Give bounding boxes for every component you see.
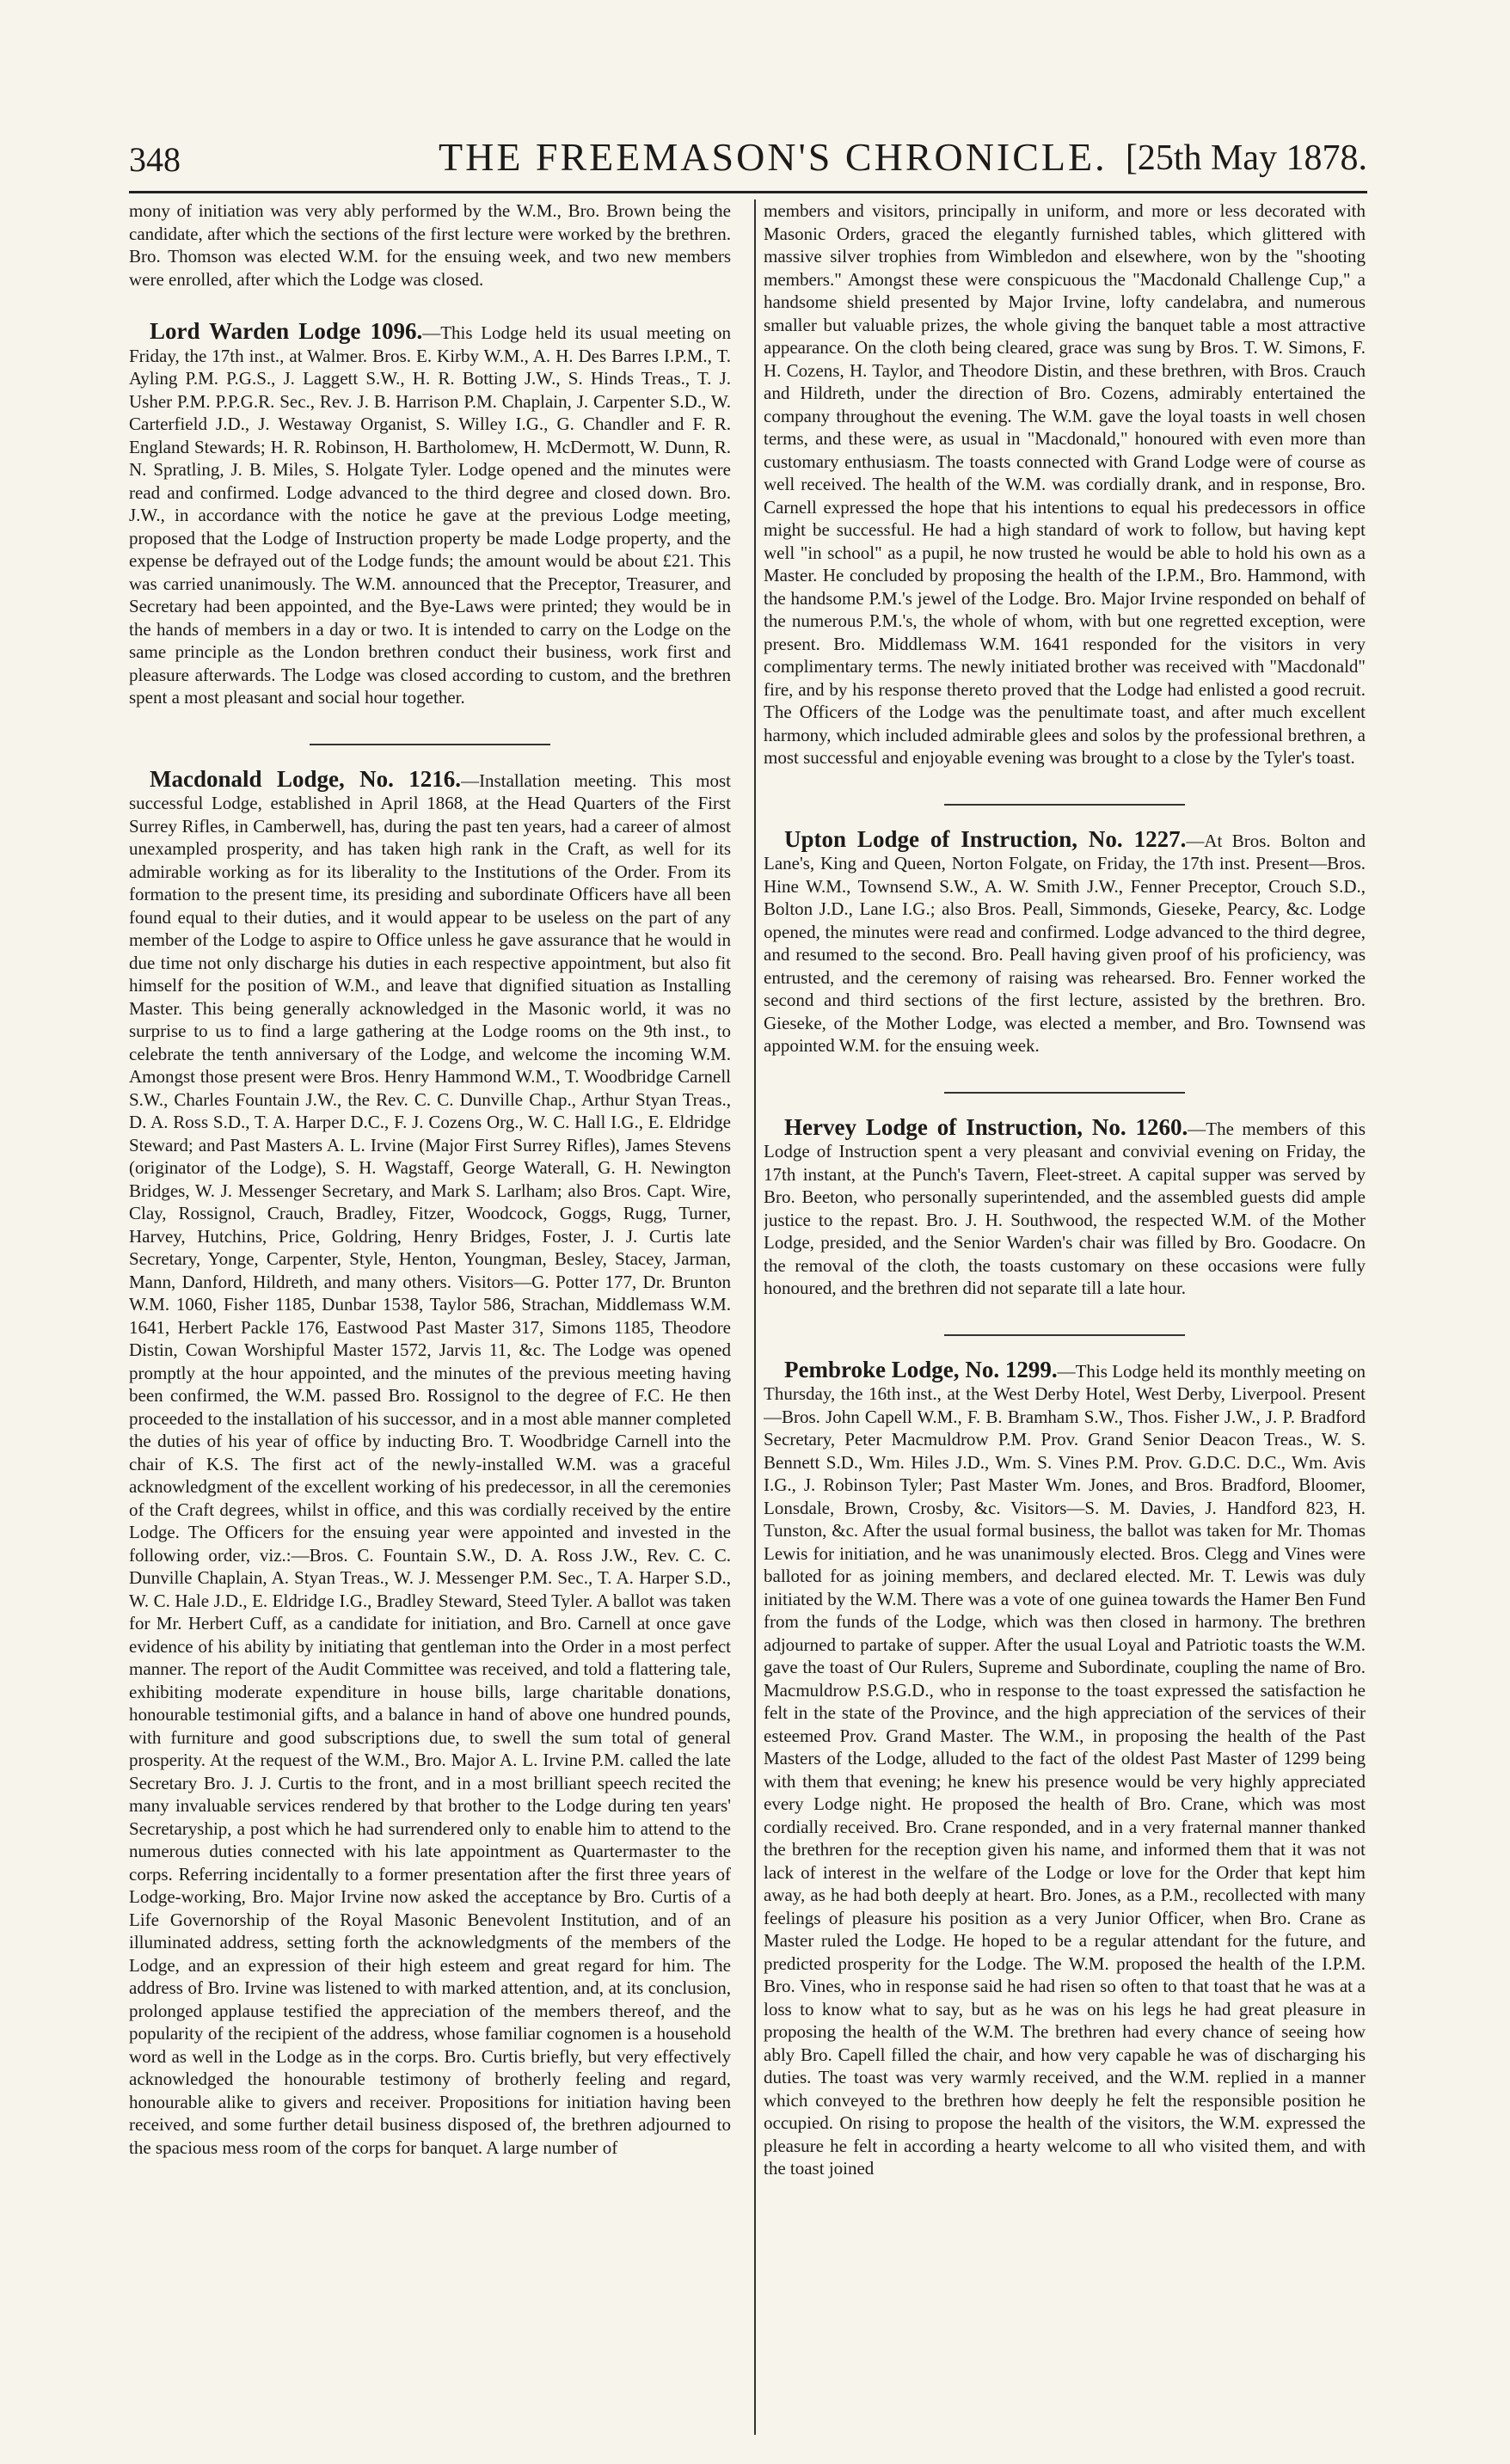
left-column (129, 199, 731, 2443)
pembroke-heading: Pembroke Lodge, No. 1299. (784, 1356, 1058, 1382)
right-column (764, 199, 1366, 2443)
hervey-article (764, 1113, 1366, 1300)
hervey-heading: Hervey Lodge of Instruction, No. 1260. (784, 1113, 1188, 1140)
article-separator (944, 1334, 1185, 1336)
page-header (129, 129, 1367, 189)
article-separator (310, 744, 550, 745)
lord-warden-article (129, 320, 731, 709)
pembroke-body: —This Lodge held its monthly meeting on Thursday, the 16th inst., at the West Derby Hotel, West Derby, Liverpool. Present—Bros. John Capell W.M., F. B. Bramham S.W., Thos. Fisher J.W., J. P. Bradford Secretary, Peter Macmuldrow P.M. Prov. Grand Senior Deacon Treas., W. S. Bennett S.D., Wm. Hiles J.D., Wm. S. Vines P.M. Prov. G.D.C. D.C., Wm. Avis I.G., J. Robinson Tyler; Past Master Wm. Jones, and Bros. Bradford, Bloomer, Lonsdale, Brown, Crosby, &c. Visitors—S. M. Davies, J. Handford 823, H. Tunston, &c. After the usual formal business, the ballot was taken for Mr. Thomas Lewis for initiation, and he was unanimously elected. Bros. Clegg and Vines were balloted for as joining members, and declared elected. Mr. T. Lewis was duly initiated by the W.M. There was a vote of one guinea towards the Hamer Ben Fund from the funds of the Lodge, which was then closed in harmony. The brethren adjourned to partake of supper. After the usual Loyal and Patriotic toasts the W.M. gave the toast of Our Rulers, Supreme and Subordinate, coupling the name of Bro. Macmuldrow P.S.G.D., who in response to the toast expressed the satisfaction he felt in the state of the Province, and the high appreciation of the services of their esteemed Prov. Grand Master. The W.M., in proposing the health of the Past Masters of the Lodge, alluded to the fact of the oldest Past Master of 1299 being with them that evening; he knew his presence would be very highly appreciated every Lodge night. He proposed the health of Bro. Crane, which was most cordially received. Bro. Crane responded, and in a very fraternal manner thanked the brethren for the reception given his name, and informed them that it was not lack of interest in the welfare of the Lodge or love for the Order that kept him away, as he had both deeply at heart. Bro. Jones, as a P.M., recollected with many feelings of pleasure his position as a very Junior Officer, when Bro. Crane as Master ruled the Lodge. He hoped to be a regular attendant for the future, and predicted prosperity for the Lodge. The W.M. proposed the health of the I.P.M. Bro. Vines, who in response said he had risen so often to that toast that he was at a loss to know what to say, but as he was on his legs he had great pleasure in proposing the health of the W.M. The brethren had every chance of seeing how ably Bro. Capell filled the chair, and how very capable he was of discharging his duties. The toast was very warmly received, and the W.M. replied in a manner which conveyed to the brethren how deeply he felt the responsible position he occupied. On rising to propose the health of the visitors, the W.M. expressed the pleasure he felt in according a hearty welcome to all who visited them, and with the toast joined (764, 1360, 1366, 2179)
intro-paragraph: mony of initiation was very ably performed by the W.M., Bro. Brown being the candidate, after which the sections of the first lecture were worked by the brethren. Bro. Thomson was elected W.M. for the ensuing week, and two new members were enrolled, after which the Lodge was closed. (129, 200, 731, 290)
column-divider (754, 199, 756, 2435)
lord-warden-heading: Lord Warden Lodge 1096. (150, 318, 423, 344)
hervey-body: —The members of this Lodge of Instruction spent a very pleasant and convivial evening on Friday, the 17th instant, at the Punch's Tavern, Fleet-street. A capital supper was served by Bro. Beeton, who personally superintended, and the assembled guests did ample justice to the repast. Bro. J. H. Southwood, the respected W.M. of the Mother Lodge, presided, and the Senior Warden's chair was filled by Bro. Goodacre. On the removal of the cloth, the toasts customary on these occasions were fully honoured, and the brethren did not separate till a late hour. (764, 1118, 1366, 1298)
macdonald-article (129, 765, 731, 2160)
macdonald-heading: Macdonald Lodge, No. 1216. (150, 765, 462, 792)
article-separator (944, 804, 1185, 806)
upton-body: —At Bros. Bolton and Lane's, King and Queen, Norton Folgate, on Friday, the 17th inst. Present—Bros. Hine W.M., Townsend S.W., A. W. Smith J.W., Fenner Preceptor, Crouch S.D., Bolton J.D., Lane I.G.; also Bros. Peall, Simmonds, Gieseke, Pearcy, &c. Lodge opened, the minutes were read and confirmed. Lodge advanced to the third degree, and resumed to the second. Bro. Peall having given proof of his proficiency, was entrusted, and the ceremony of raising was rehearsed. Bro. Fenner worked the second and third sections of the first lecture, assisted by the brethren. Bro. Gieseke, of the Mother Lodge, was elected a member, and Bro. Townsend was appointed W.M. for the ensuing week. (764, 830, 1366, 1056)
pembroke-article (764, 1358, 1366, 2180)
article-separator (944, 1092, 1185, 1094)
header-rule (129, 191, 1367, 193)
issue-date: [25th May 1878. (1125, 138, 1367, 178)
lord-warden-body: —This Lodge held its usual meeting on Friday, the 17th inst., at Walmer. Bros. E. Kirby W.M., A. H. Des Barres I.P.M., T. Ayling P.M. P.G.S., J. Laggett S.W., H. R. Botting J.W., S. Hinds Treas., T. J. Usher P.M. P.P.G.R. Sec., Rev. J. B. Harrison P.M. Chaplain, J. Carpenter S.D., W. Carterfield J.D., J. Westaway Organist, S. Willey I.G., G. Chandler and F. R. England Stewards; H. R. Robinson, H. Bartholomew, H. McDermott, W. Dunn, R. N. Spratling, J. B. Miles, S. Holgate Tyler. Lodge opened and the minutes were read and confirmed. Lodge advanced to the third degree and closed down. Bro. J.W., in accordance with the notice he gave at the previous Lodge meeting, proposed that the Lodge of Instruction property be made Lodge property, and the expense be defrayed out of the Lodge funds; the amount would be about £21. This was carried unanimously. The W.M. announced that the Preceptor, Treasurer, and Secretary had been appointed, and the Bye-Laws were printed; they would be in the hands of members in a day or two. It is intended to carry on the Lodge on the same principle as the London brethren conduct their business, work first and pleasure afterwards. The Lodge was closed according to custom, and the brethren spent a most pleasant and social hour together. (129, 322, 731, 708)
page-number: 348 (129, 140, 181, 179)
macdonald-continued: members and visitors, principally in uniform, and more or less decorated with Masonic Orders, graced the elegantly furnished tables, which glittered with massive silver trophies from Wimbledon and elsewhere, won by the "shooting members." Amongst these were conspicuous the "Macdonald Challenge Cup," a handsome shield presented by Major Irvine, lofty candelabra, and numerous smaller but valuable prizes, the whole giving the banquet table a most attractive appearance. On the cloth being cleared, grace was sung by Bros. T. W. Simons, F. H. Cozens, H. Taylor, and Theodore Distin, and these brethren, with Bros. Crauch and Hildreth, under the direction of Bro. Cozens, admirably entertained the company throughout the evening. The W.M. gave the loyal toasts in well chosen terms, and these were, as usual in "Macdonald," honoured with even more than customary enthusiasm. The toasts connected with Grand Lodge were of course as well received. The health of the W.M. was cordially drank, and in response, Bro. Carnell expressed the hope that his intentions to equal his predecessors in office might be successful. He had a high standard of work to follow, but having kept well "in school" as a pupil, he now trusted he would be able to hold his own as a Master. He concluded by proposing the health of the I.P.M., Bro. Hammond, with the handsome P.M.'s jewel of the Lodge. Bro. Major Irvine responded on behalf of the numerous P.M.'s, the whole of whom, with but one regretted exception, were present. Bro. Middlemass W.M. 1641 responded for the visitors in very complimentary terms. The newly initiated brother was received with "Macdonald" fire, and by his response thereto proved that the Lodge had enlisted a good recruit. The Officers of the Lodge was the penultimate toast, and after much excellent harmony, which included admirable glees and solos by the professional brethren, a most successful and enjoyable evening was brought to a close by the Tyler's toast. (764, 200, 1366, 768)
publication-title: THE FREEMASON'S CHRONICLE. (439, 135, 1108, 179)
upton-heading: Upton Lodge of Instruction, No. 1227. (784, 825, 1187, 852)
macdonald-body: —Installation meeting. This most successful Lodge, established in April 1868, at the Head Quarters of the First Surrey Rifles, in Camberwell, has, during the past ten years, had a career of almost unexampled prosperity, and has taken high rank in the Craft, as well for its admirable working as for its liberality to the Institutions of the Order. From its formation to the present time, its presiding and subordinate Officers have all been found equal to their duties, and it would appear to be useless on the part of any member of the Lodge to aspire to Office unless he gave assurance that he would in due time not only discharge his duties in each respective appointment, but also fit himself for the position of W.M., and leave that dignified situation as Installing Master. This being generally acknowledged in the Masonic world, it was no surprise to us to find a large gathering at the Lodge rooms on the 9th inst., to celebrate the tenth anniversary of the Lodge, and welcome the incoming W.M. Amongst those present were Bros. Henry Hammond W.M., T. Woodbridge Carnell S.W., Charles Fountain J.W., the Rev. C. C. Dunville Chap., Arthur Styan Treas., D. A. Ross S.D., T. A. Harper D.C., F. J. Cozens Org., W. C. Hall I.G., E. Eldridge Steward; and Past Masters A. L. Irvine (Major First Surrey Rifles), James Stevens (originator of the Lodge), S. H. Wagstaff, George Waterall, G. H. Newington Bridges, W. J. Messenger Secretary, and Mark S. Larlham; also Bros. Capt. Wire, Clay, Rossignol, Crauch, Bradley, Fitzer, Woodcock, Goggs, Rugg, Turner, Harvey, Hutchins, Price, Goldring, Henry Bridges, Foster, J. J. Curtis late Secretary, Yonge, Carpenter, Style, Henton, Youngman, Besley, Stacey, Jarman, Mann, Danford, Hildreth, and many others. Visitors—G. Potter 177, Dr. Brunton W.M. 1060, Fisher 1185, Dunbar 1538, Taylor 586, Strachan, Middlemass W.M. 1641, Herbert Packle 176, Eastwood Past Master 317, Simons 1185, Theodore Distin, Cowan Worshipful Master 1572, Jarvis 11, &c. The Lodge was opened promptly at the hour appointed, and the minutes of the previous meeting having been confirmed, the W.M. passed Bro. Rossignol to the degree of F.C. He then proceeded to the installation of his successor, and in a most able manner completed the duties of his year of office by inducting Bro. T. Woodbridge Carnell into the chair of K.S. The first act of the newly-installed W.M. was a graceful acknowledgment of the excellent working of his predecessor, in all the ceremonies of the Craft degrees, whilst in office, and this was cordially received by the entire Lodge. The Officers for the ensuing year were appointed and invested in the following order, viz.:—Bros. C. Fountain S.W., D. A. Ross J.W., Rev. C. C. Dunville Chaplain, A. Styan Treas., W. J. Messenger P.M. Sec., T. A. Harper S.D., W. C. Hale J.D., E. Eldridge I.G., Bradley Steward, Steed Tyler. A ballot was taken for Mr. Herbert Cuff, as a candidate for initiation, and Bro. Carnell at once gave evidence of his ability by initiating that gentleman into the Order in a most perfect manner. The report of the Audit Committee was received, and told a flattering tale, exhibiting moderate expenditure in house bills, large charitable donations, honourable testimonial gifts, and a balance in hand of above one hundred pounds, with furniture and good subscriptions due, to swell the sum total of general prosperity. At the request of the W.M., Bro. Major A. L. Irvine P.M. called the late Secretary Bro. J. J. Curtis to the front, and in a most brilliant speech recited the many invaluable services rendered by that brother to the Lodge during ten years' Secretaryship, a post which he had surrendered only to enable him to attend to the numerous duties connected with his late appointment as Quartermaster to the corps. Referring incidentally to a former presentation after the first three years of Lodge-working, Bro. Major Irvine now asked the acceptance by Bro. Curtis of a Life Governorship of the Royal Masonic Benevolent Institution, and of an illuminated address, setting forth the acknowledgments of the members of the Lodge, and an expression of their high esteem and great regard for him. The address of Bro. Irvine was listened to with marked attention, and, at its conclusion, prolonged applause testified the appreciation of the members thereof, and the popularity of the recipient of the address, whose familiar cognomen is a household word as well in the Lodge as in the corps. Bro. Curtis briefly, but very effectively acknowledged the honourable testimony of brotherly feeling and regard, honourable alike to givers and receiver. Propositions for initiation having been received, and some further detail business disposed of, the brethren adjourned to the spacious mess room of the corps for banquet. A large number of (129, 769, 731, 2158)
upton-article (764, 825, 1366, 1057)
